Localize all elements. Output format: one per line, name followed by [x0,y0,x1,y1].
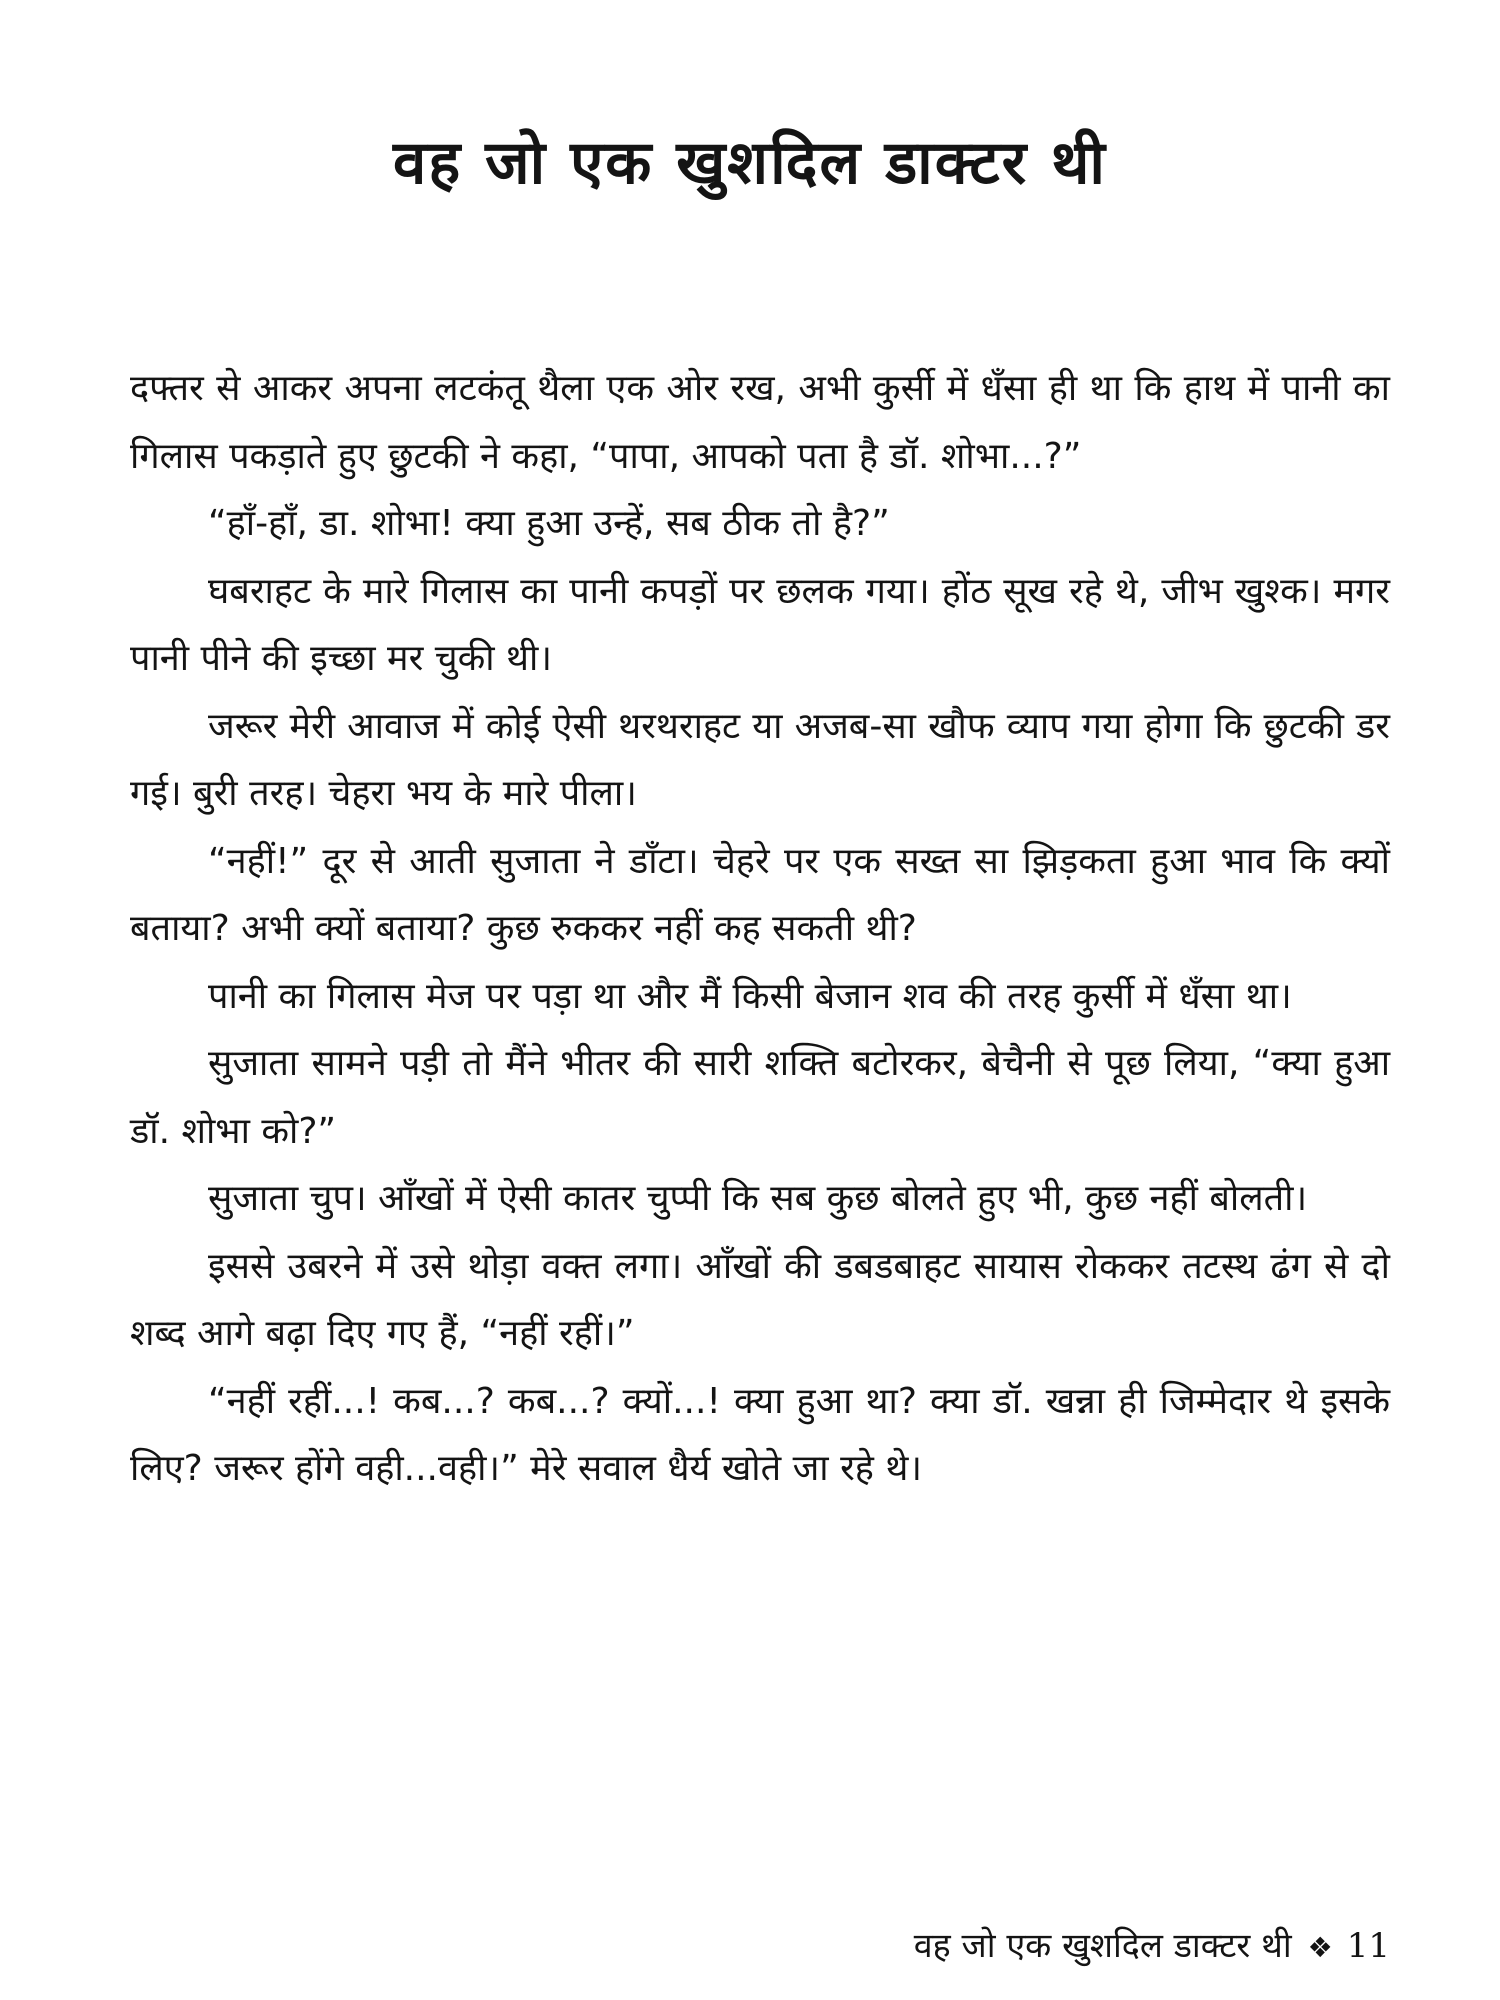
paragraph-2: “हाँ-हाँ, डा. शोभा! क्या हुआ उन्हें, सब ठीक तो है?” [208,503,890,544]
chapter-title: वह जो एक खुशदिल डाक्टर थी [393,128,1107,198]
paragraph-3: घबराहट के मारे गिलास का पानी कपड़ों पर छलक गया। होंठ सूख रहे थे, जीभ खुश्क। मगर पानी पीने की इच्छा मर चुकी थी। [130,570,1390,679]
paragraph-5: “नहीं!” दूर से आती सुजाता ने डाँटा। चेहरे पर एक सख्त सा झिड़कता हुआ भाव कि क्यों बताया? अभी क्यों बताया? कुछ रुककर नहीं कह सकती थी? [130,840,1390,949]
running-title: वह जो एक खुशदिल डाक्टर थी [913,1926,1292,1966]
paragraph-6: पानी का गिलास मेज पर पड़ा था और मैं किसी बेजान शव की तरह कुर्सी में धँसा था। [208,975,1292,1017]
paragraph-4: जरूर मेरी आवाज में कोई ऐसी थरथराहट या अजब-सा खौफ व्याप गया होगा कि छुटकी डर गई। बुरी तरह। चेहरा भय के मारे पीला। [130,705,1390,814]
paragraph-9: इससे उबरने में उसे थोड़ा वक्त लगा। आँखों की डबडबाहट सायास रोककर तटस्थ ढंग से दो शब्द आगे बढ़ा दिए गए हैं, “नहीं रहीं।” [130,1245,1390,1354]
page-number: 11 [1346,1926,1390,1966]
ornament-separator-icon: ❖ [1307,1931,1333,1964]
chapter-body [130,355,1390,1503]
page-footer [914,1924,1390,1970]
paragraph-7: सुजाता सामने पड़ी तो मैंने भीतर की सारी शक्ति बटोरकर, बेचैनी से पूछ लिया, “क्या हुआ डॉ. शोभा को?” [130,1043,1390,1152]
paragraph-10: “नहीं रहीं...! कब...? कब...? क्यों...! क्या हुआ था? क्या डॉ. खन्ना ही जिम्मेदार थे इसके लिए? जरूर होंगे वही...वही।” मेरे सवाल धैर्य खोते जा रहे थे। [130,1380,1390,1489]
paragraph-1: दफ्तर से आकर अपना लटकंतू थैला एक ओर रख, अभी कुर्सी में धँसा ही था कि हाथ में पानी का गिलास पकड़ाते हुए छुटकी ने कहा, “पापा, आपको पता है डॉ. शोभा...?” [130,368,1390,477]
paragraph-8: सुजाता चुप। आँखों में ऐसी कातर चुप्पी कि सब कुछ बोलते हुए भी, कुछ नहीं बोलती। [208,1178,1308,1219]
